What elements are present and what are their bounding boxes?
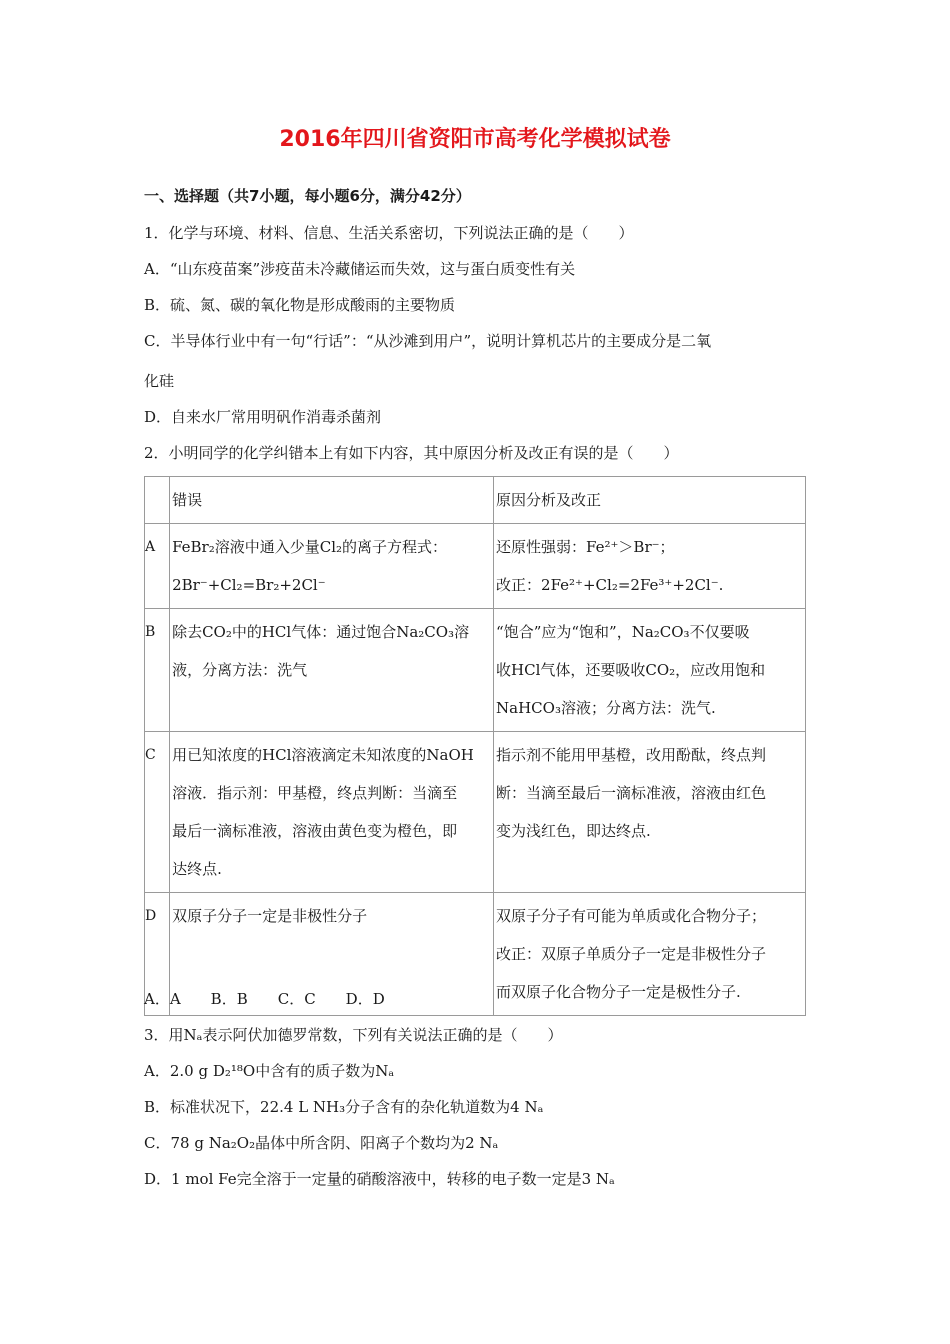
cell-line: 双原子分子有可能为单质或化合物分子； (496, 907, 767, 925)
table-row (145, 524, 806, 609)
header-cell-label (145, 477, 170, 524)
table-row (145, 609, 806, 732)
cell-line: “饱合”应为“饱和”，Na₂CO₃不仅要吸 (496, 623, 750, 641)
cell-line: 变为浅红色，即达终点. (496, 822, 651, 840)
cell-line: 2Br⁻+Cl₂=Br₂+2Cl⁻ (172, 576, 326, 594)
analysis-cell (494, 732, 806, 893)
q2-stem: 2．小明同学的化学纠错本上有如下内容，其中原因分析及改正有误的是（ ） (144, 444, 679, 462)
row-label: C (145, 732, 170, 893)
q3-option-b: B．标准状况下，22.4 L NH₃分子含有的杂化轨道数为4 Nₐ (144, 1098, 544, 1116)
error-cell (170, 609, 494, 732)
analysis-cell (494, 893, 806, 1016)
cell-line: 用已知浓度的HCl溶液滴定未知浓度的NaOH (172, 746, 474, 764)
q3-option-d: D．1 mol Fe完全溶于一定量的硝酸溶液中，转移的电子数一定是3 Nₐ (144, 1170, 615, 1188)
q3-option-c: C．78 g Na₂O₂晶体中所含阴、阳离子个数均为2 Nₐ (144, 1134, 499, 1152)
cell-line: 液，分离方法：洗气 (172, 661, 308, 679)
cell-line: 除去CO₂中的HCl气体：通过饱合Na₂CO₃溶 (172, 623, 470, 641)
cell-line: 还原性强弱：Fe²⁺＞Br⁻； (496, 538, 675, 556)
q3-stem: 3．用Nₐ表示阿伏加德罗常数，下列有关说法正确的是（ ） (144, 1026, 563, 1044)
q1-option-a: A．“山东疫苗案”涉疫苗未冷藏储运而失效，这与蛋白质变性有关 (144, 260, 576, 278)
cell-line: FeBr₂溶液中通入少量Cl₂的离子方程式： (172, 538, 448, 556)
cell-line: 溶液．指示剂：甲基橙，终点判断：当滴至 (172, 784, 458, 802)
row-label: D (145, 893, 170, 1016)
q3-option-a: A．2.0 g D₂¹⁸O中含有的质子数为Nₐ (144, 1062, 395, 1080)
cell-line: 指示剂不能用甲基橙，改用酚酞，终点判 (496, 746, 767, 764)
cell-line: NaHCO₃溶液；分离方法：洗气. (496, 699, 716, 717)
analysis-cell (494, 609, 806, 732)
q2-options: A．A B．B C．C D．D (144, 990, 385, 1008)
row-label: B (145, 609, 170, 732)
cell-line: 达终点. (172, 860, 222, 878)
cell-line: 而双原子化合物分子一定是极性分子. (496, 983, 741, 1001)
table-header-row (145, 477, 806, 524)
header-cell-error: 错误 (170, 477, 494, 524)
q1-stem: 1．化学与环境、材料、信息、生活关系密切，下列说法正确的是（ ） (144, 224, 634, 242)
q1-option-c-line2: 化硅 (144, 372, 175, 390)
error-cell (170, 524, 494, 609)
q1-option-d: D．自来水厂常用明矾作消毒杀菌剂 (144, 408, 382, 426)
cell-line: 改正：2Fe²⁺+Cl₂=2Fe³⁺+2Cl⁻. (496, 576, 724, 594)
cell-line: 最后一滴标准液，溶液由黄色变为橙色，即 (172, 822, 458, 840)
q1-option-b: B．硫、氮、碳的氧化物是形成酸雨的主要物质 (144, 296, 456, 314)
page-title: 2016年四川省资阳市高考化学模拟试卷 (279, 127, 671, 152)
cell-line: 改正：双原子单质分子一定是非极性分子 (496, 945, 767, 963)
cell-line: 断：当滴至最后一滴标准液，溶液由红色 (496, 784, 767, 802)
cell-line: 收HCl气体，还要吸收CO₂，应改用饱和 (496, 661, 766, 679)
cell-line: 双原子分子一定是非极性分子 (172, 907, 368, 925)
row-label: A (145, 524, 170, 609)
error-analysis-table (144, 476, 806, 1016)
header-cell-analysis: 原因分析及改正 (494, 477, 806, 524)
q1-option-c-line1: C．半导体行业中有一句“行话”：“从沙滩到用户”，说明计算机芯片的主要成分是二氧 (144, 332, 712, 350)
section-heading: 一、选择题（共7小题，每小题6分，满分42分） (144, 187, 471, 205)
table-row (145, 732, 806, 893)
analysis-cell (494, 524, 806, 609)
error-cell (170, 732, 494, 893)
